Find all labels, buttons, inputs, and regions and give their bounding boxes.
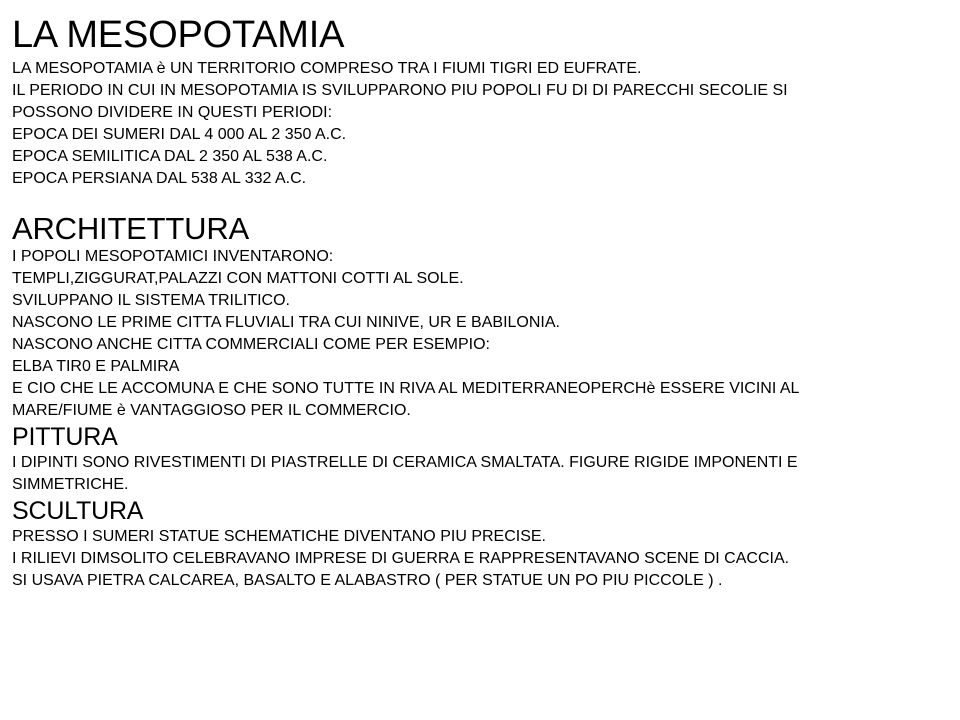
text-line: LA MESOPOTAMIA è UN TERRITORIO COMPRESO TRA I FIUMI TIGRI ED EUFRATE. (12, 60, 642, 77)
section-architettura (12, 212, 948, 422)
text-line: I DIPINTI SONO RIVESTIMENTI DI PIASTRELLE DI CERAMICA SMALTATA. FIGURE RIGIDE IMPONENTI E (12, 454, 798, 471)
text-line: TEMPLI,ZIGGURAT,PALAZZI CON MATTONI COTTI AL SOLE. (12, 270, 464, 287)
text-line: ELBA TIR0 E PALMIRA (12, 358, 180, 375)
text-line: E CIO CHE LE ACCOMUNA E CHE SONO TUTTE IN RIVA AL MEDITERRANEOPERCHè ESSERE VICINI AL (12, 380, 800, 397)
section-body (12, 58, 948, 190)
text-line: NASCONO LE PRIME CITTA FLUVIALI TRA CUI NINIVE, UR E BABILONIA. (12, 314, 560, 331)
text-line: EPOCA DEI SUMERI DAL 4 000 AL 2 350 A.C. (12, 126, 347, 143)
text-line: IL PERIODO IN CUI IN MESOPOTAMIA IS SVILUPPARONO PIU POPOLI FU DI DI PARECCHI SECOLIE SI (12, 82, 788, 99)
section-body (12, 246, 948, 422)
section-heading: SCULTURA (12, 497, 144, 525)
text-line: NASCONO ANCHE CITTA COMMERCIALI COME PER ESEMPIO: (12, 336, 490, 353)
text-line: SIMMETRICHE. (12, 476, 129, 493)
section-pittura (12, 422, 948, 496)
text-line: SI USAVA PIETRA CALCAREA, BASALTO E ALABASTRO ( PER STATUE UN PO PIU PICCOLE ) . (12, 572, 723, 589)
text-line: I RILIEVI DIMSOLITO CELEBRAVANO IMPRESE DI GUERRA E RAPPRESENTAVANO SCENE DI CACCIA. (12, 550, 790, 567)
text-line: POSSONO DIVIDERE IN QUESTI PERIODI: (12, 104, 333, 121)
section-body (12, 526, 948, 592)
section-body (12, 452, 948, 496)
document-page (12, 12, 948, 592)
section-heading: PITTURA (12, 423, 118, 451)
text-line: EPOCA PERSIANA DAL 538 AL 332 A.C. (12, 170, 307, 187)
text-line: I POPOLI MESOPOTAMICI INVENTARONO: (12, 248, 334, 265)
text-line: EPOCA SEMILITICA DAL 2 350 AL 538 A.C. (12, 148, 328, 165)
paragraph-spacer (12, 190, 948, 212)
text-line: SVILUPPANO IL SISTEMA TRILITICO. (12, 292, 290, 309)
page-title: LA MESOPOTAMIA (12, 14, 345, 56)
text-line: MARE/FIUME è VANTAGGIOSO PER IL COMMERCIO. (12, 402, 411, 419)
section-scultura (12, 496, 948, 592)
section-mesopotamia (12, 12, 948, 190)
section-heading: ARCHITETTURA (12, 211, 249, 246)
text-line: PRESSO I SUMERI STATUE SCHEMATICHE DIVENTANO PIU PRECISE. (12, 528, 546, 545)
